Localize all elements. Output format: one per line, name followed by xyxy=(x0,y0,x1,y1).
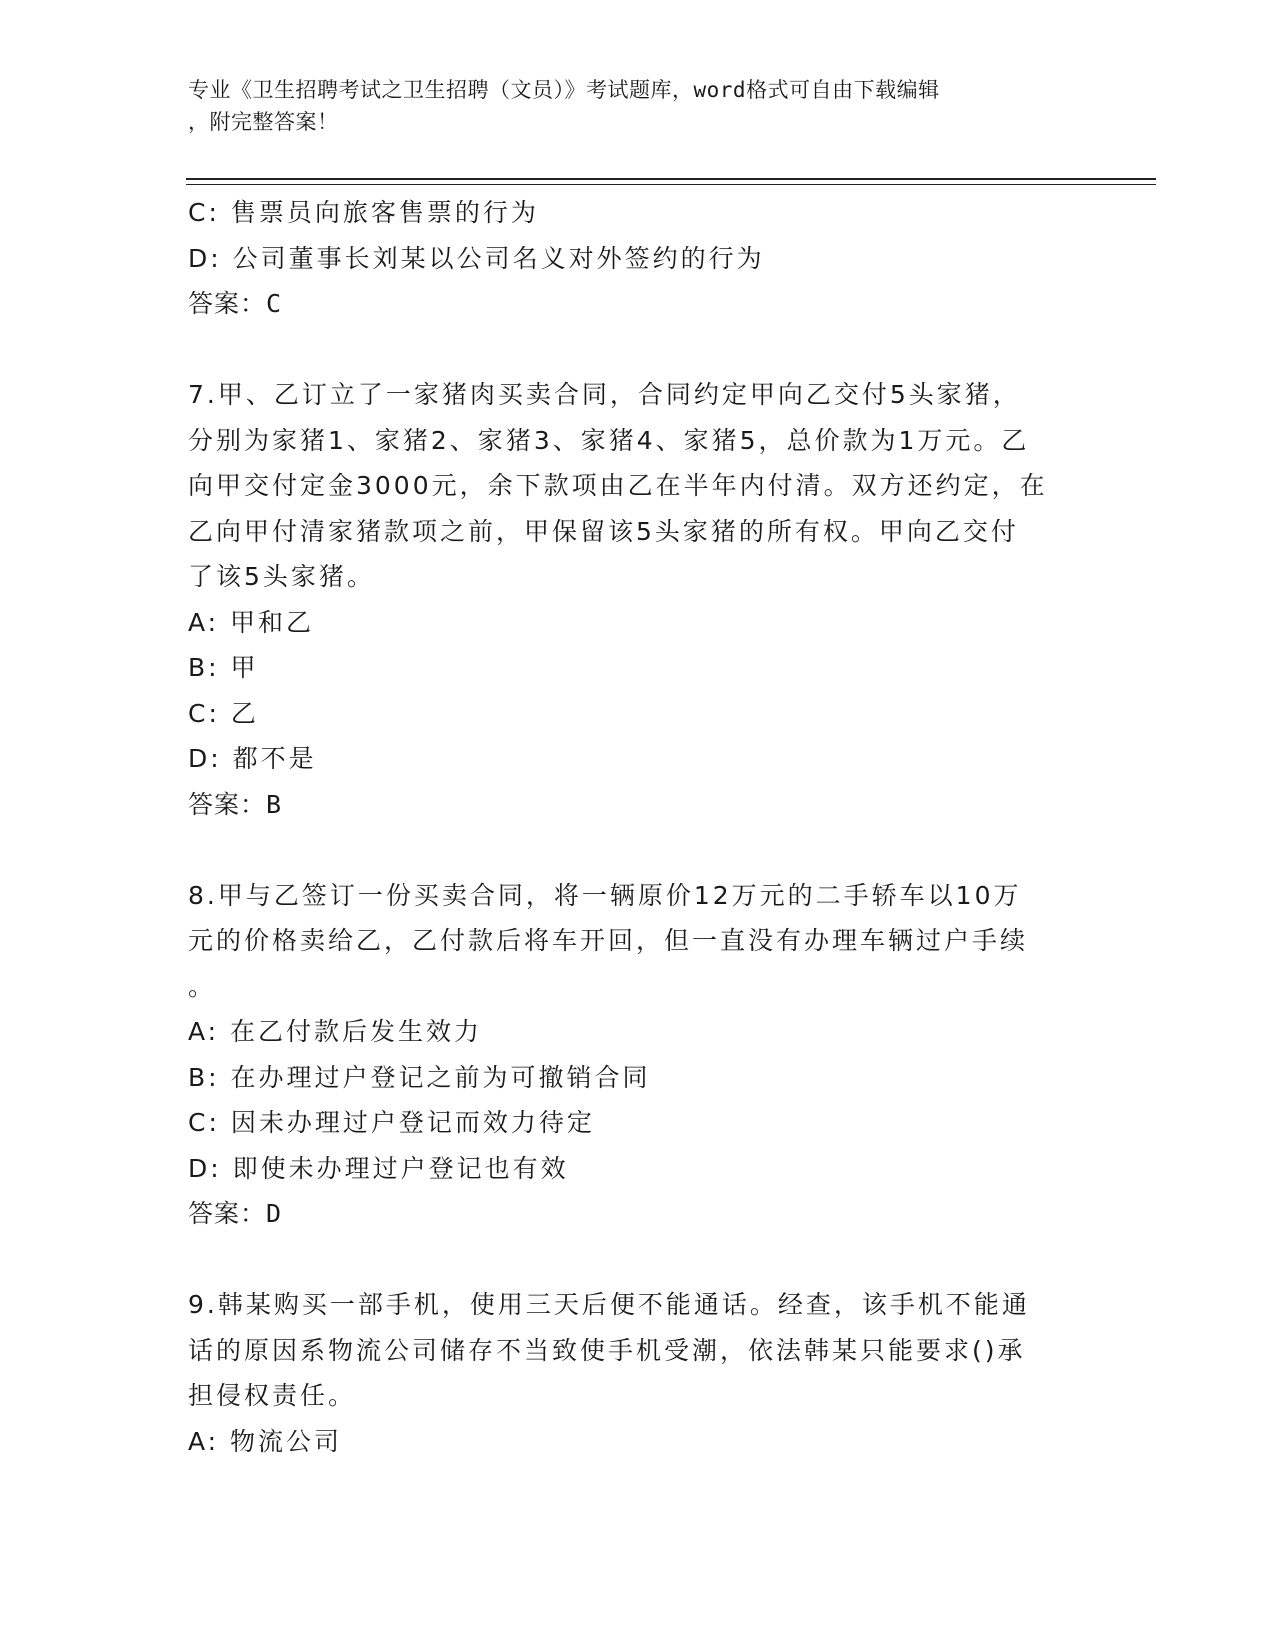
q8-answer: 答案：D xyxy=(188,1199,283,1228)
page-header xyxy=(188,74,1068,138)
q8-option-d: D: 即使未办理过户登记也有效 xyxy=(188,1153,569,1183)
q8-stem-line: 元的价格卖给乙，乙付款后将车开回，但一直没有办理车辆过户手续 xyxy=(188,926,1029,955)
question-8 xyxy=(188,873,1088,1237)
q7-option-a: A: 甲和乙 xyxy=(188,607,315,637)
q7-option-b: B: 甲 xyxy=(188,653,259,682)
q9-stem-line: 9.韩某购买一部手机，使用三天后便不能通话。经查，该手机不能通 xyxy=(188,1290,1030,1319)
question-6 xyxy=(188,190,1088,327)
question-content xyxy=(188,190,1088,1464)
header-title-line-2: ，附完整答案！ xyxy=(188,110,339,134)
q8-stem-line: 。 xyxy=(188,971,217,1001)
q8-stem-line: 8.甲与乙签订一份买卖合同，将一辆原价12万元的二手轿车以10万 xyxy=(188,880,1022,910)
header-title-line-1: 专业《卫生招聘考试之卫生招聘（文员）》考试题库，word格式可自由下载编辑 xyxy=(188,78,940,102)
q7-answer: 答案：B xyxy=(188,789,283,819)
question-9 xyxy=(188,1282,1088,1464)
q7-stem-line: 分别为家猪1、家猪2、家猪3、家猪4、家猪5，总价款为1万元。乙 xyxy=(188,425,1030,455)
q7-stem-line: 了该5头家猪。 xyxy=(188,562,375,591)
q8-option-b: B: 在办理过户登记之前为可撤销合同 xyxy=(188,1062,651,1092)
q7-stem-line: 7.甲、乙订立了一家猪肉买卖合同，合同约定甲向乙交付5头家猪， xyxy=(188,380,1021,409)
q7-stem-line: 乙向甲付清家猪款项之前，甲保留该5头家猪的所有权。甲向乙交付 xyxy=(188,516,1019,546)
spacer xyxy=(188,1237,1088,1283)
q6-option-d: D: 公司董事长刘某以公司名义对外签约的行为 xyxy=(188,243,765,273)
q7-stem-line: 向甲交付定金3000元，余下款项由乙在半年内付清。双方还约定，在 xyxy=(188,471,1048,500)
q8-option-a: A: 在乙付款后发生效力 xyxy=(188,1017,483,1046)
q7-option-c: C: 乙 xyxy=(188,698,259,728)
spacer xyxy=(188,327,1088,373)
q6-answer: 答案：C xyxy=(188,289,283,318)
q6-option-c: C: 售票员向旅客售票的行为 xyxy=(188,198,539,227)
q9-stem-line: 担侵权责任。 xyxy=(188,1381,357,1410)
q9-stem-line: 话的原因系物流公司储存不当致使手机受潮，依法韩某只能要求()承 xyxy=(188,1335,1026,1365)
q8-option-c: C: 因未办理过户登记而效力待定 xyxy=(188,1108,595,1137)
spacer xyxy=(188,827,1088,873)
q9-option-a: A: 物流公司 xyxy=(188,1426,343,1456)
header-divider-thick xyxy=(186,178,1156,180)
question-7 xyxy=(188,372,1088,827)
header-divider-thin xyxy=(186,184,1156,185)
q7-option-d: D: 都不是 xyxy=(188,744,317,773)
